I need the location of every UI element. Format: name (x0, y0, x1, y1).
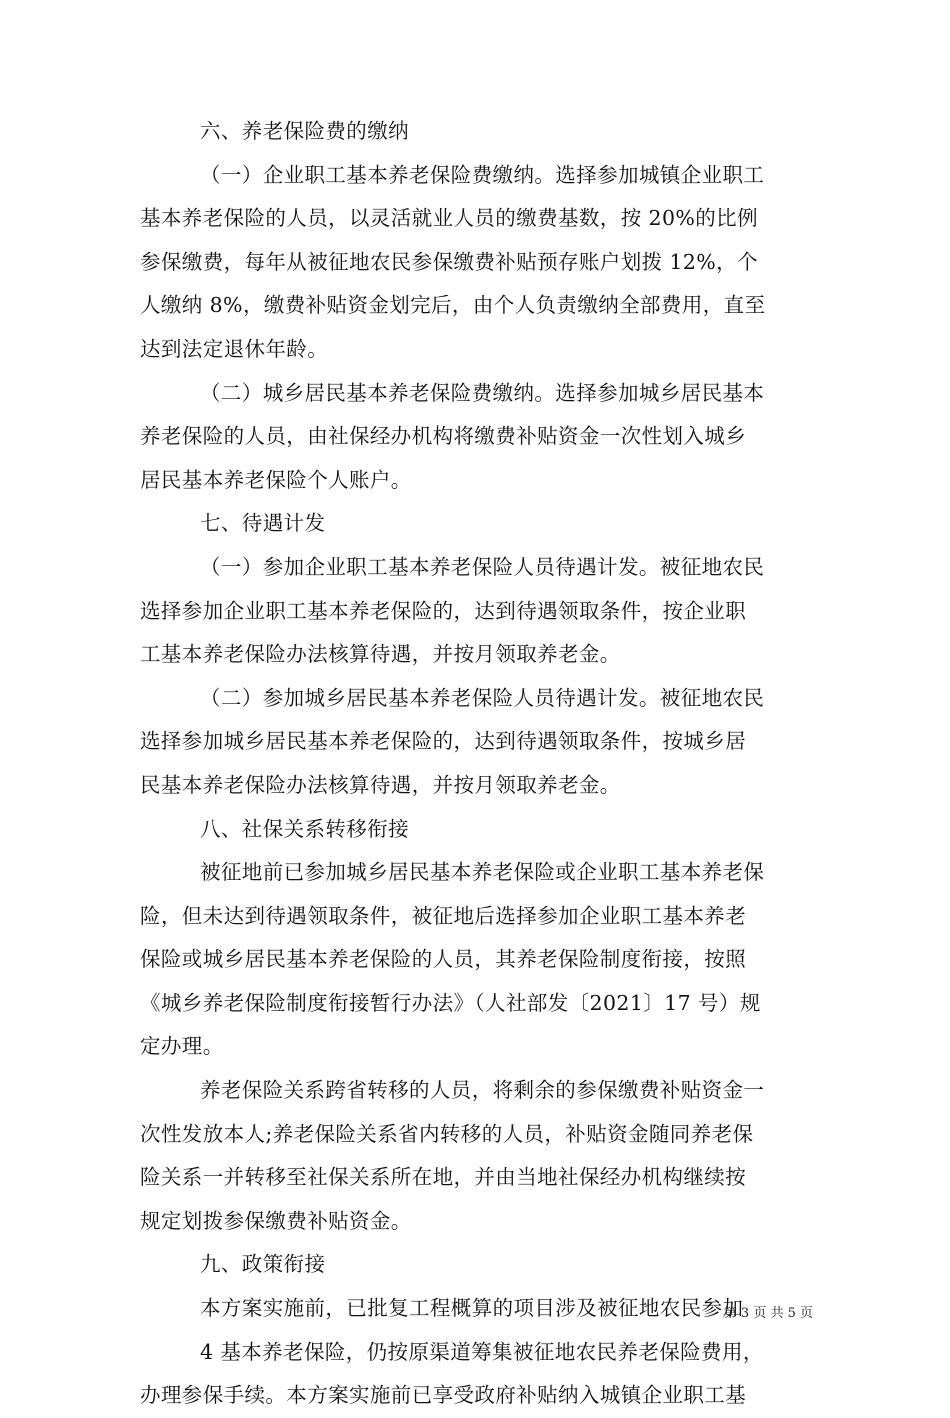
document-line: 参保缴费，每年从被征地农民参保缴费补贴预存账户划拨 12%，个 (140, 249, 758, 274)
document-line: 七、待遇计发 (200, 511, 326, 536)
document-line: 养老保险关系跨省转移的人员，将剩余的参保缴费补贴资金一 (200, 1078, 765, 1103)
document-line: 八、社保关系转移衔接 (200, 816, 409, 841)
document-line: 达到法定退休年龄。 (140, 336, 329, 361)
document-body (140, 110, 810, 1418)
document-line: 4 基本养老保险，仍按原渠道筹集被征地农民养老保险费用， (200, 1339, 764, 1364)
document-line: 被征地前已参加城乡居民基本养老保险或企业职工基本养老保 (200, 860, 765, 885)
document-line: 保险或城乡居民基本养老保险的人员，其养老保险制度衔接，按照 (140, 947, 747, 972)
document-line: 次性发放本人;养老保险关系省内转移的人员，补贴资金随同养老保 (140, 1121, 754, 1146)
document-line: 定办理。 (140, 1034, 224, 1059)
document-line: 居民基本养老保险个人账户。 (140, 467, 412, 492)
document-line: 选择参加企业职工基本养老保险的，达到待遇领取条件，按企业职 (140, 598, 747, 623)
document-line: 选择参加城乡居民基本养老保险的，达到待遇领取条件，按城乡居 (140, 729, 747, 754)
document-line: （一）参加企业职工基本养老保险人员待遇计发。被征地农民 (200, 554, 765, 579)
document-line: 工基本养老保险办法核算待遇，并按月领取养老金。 (140, 642, 621, 667)
document-line: （一）企业职工基本养老保险费缴纳。选择参加城镇企业职工 (200, 162, 765, 187)
document-line: 六、养老保险费的缴纳 (200, 119, 409, 143)
document-line: 《城乡养老保险制度衔接暂行办法》（人社部发〔2021〕17 号）规 (140, 990, 761, 1015)
document-line: 险关系一并转移至社保关系所在地，并由当地社保经办机构继续按 (140, 1165, 747, 1190)
document-line: 规定划拨参保缴费补贴资金。 (140, 1208, 412, 1233)
document-line: 民基本养老保险办法核算待遇，并按月领取养老金。 (140, 772, 621, 797)
document-line: （二）参加城乡居民基本养老保险人员待遇计发。被征地农民 (200, 685, 765, 710)
document-line: （二）城乡居民基本养老保险费缴纳。选择参加城乡居民基本 (200, 380, 765, 405)
document-line: 九、政策衔接 (200, 1252, 326, 1277)
document-line: 人缴纳 8%，缴费补贴资金划完后，由个人负责缴纳全部费用，直至 (140, 293, 766, 318)
page-number-footer: 第 3 页 共 5 页 (723, 1306, 813, 1321)
document-line: 基本养老保险的人员，以灵活就业人员的缴费基数，按 20%的比例 (140, 206, 758, 231)
document-line: 险，但未达到待遇领取条件，被征地后选择参加企业职工基本养老 (140, 903, 747, 928)
document-line: 养老保险的人员，由社保经办机构将缴费补贴资金一次性划入城乡 (140, 424, 747, 449)
document-line: 办理参保手续。本方案实施前已享受政府补贴纳入城镇企业职工基 (140, 1383, 747, 1408)
document-line: 本方案实施前，已批复工程概算的项目涉及被征地农民参加 (200, 1296, 744, 1321)
